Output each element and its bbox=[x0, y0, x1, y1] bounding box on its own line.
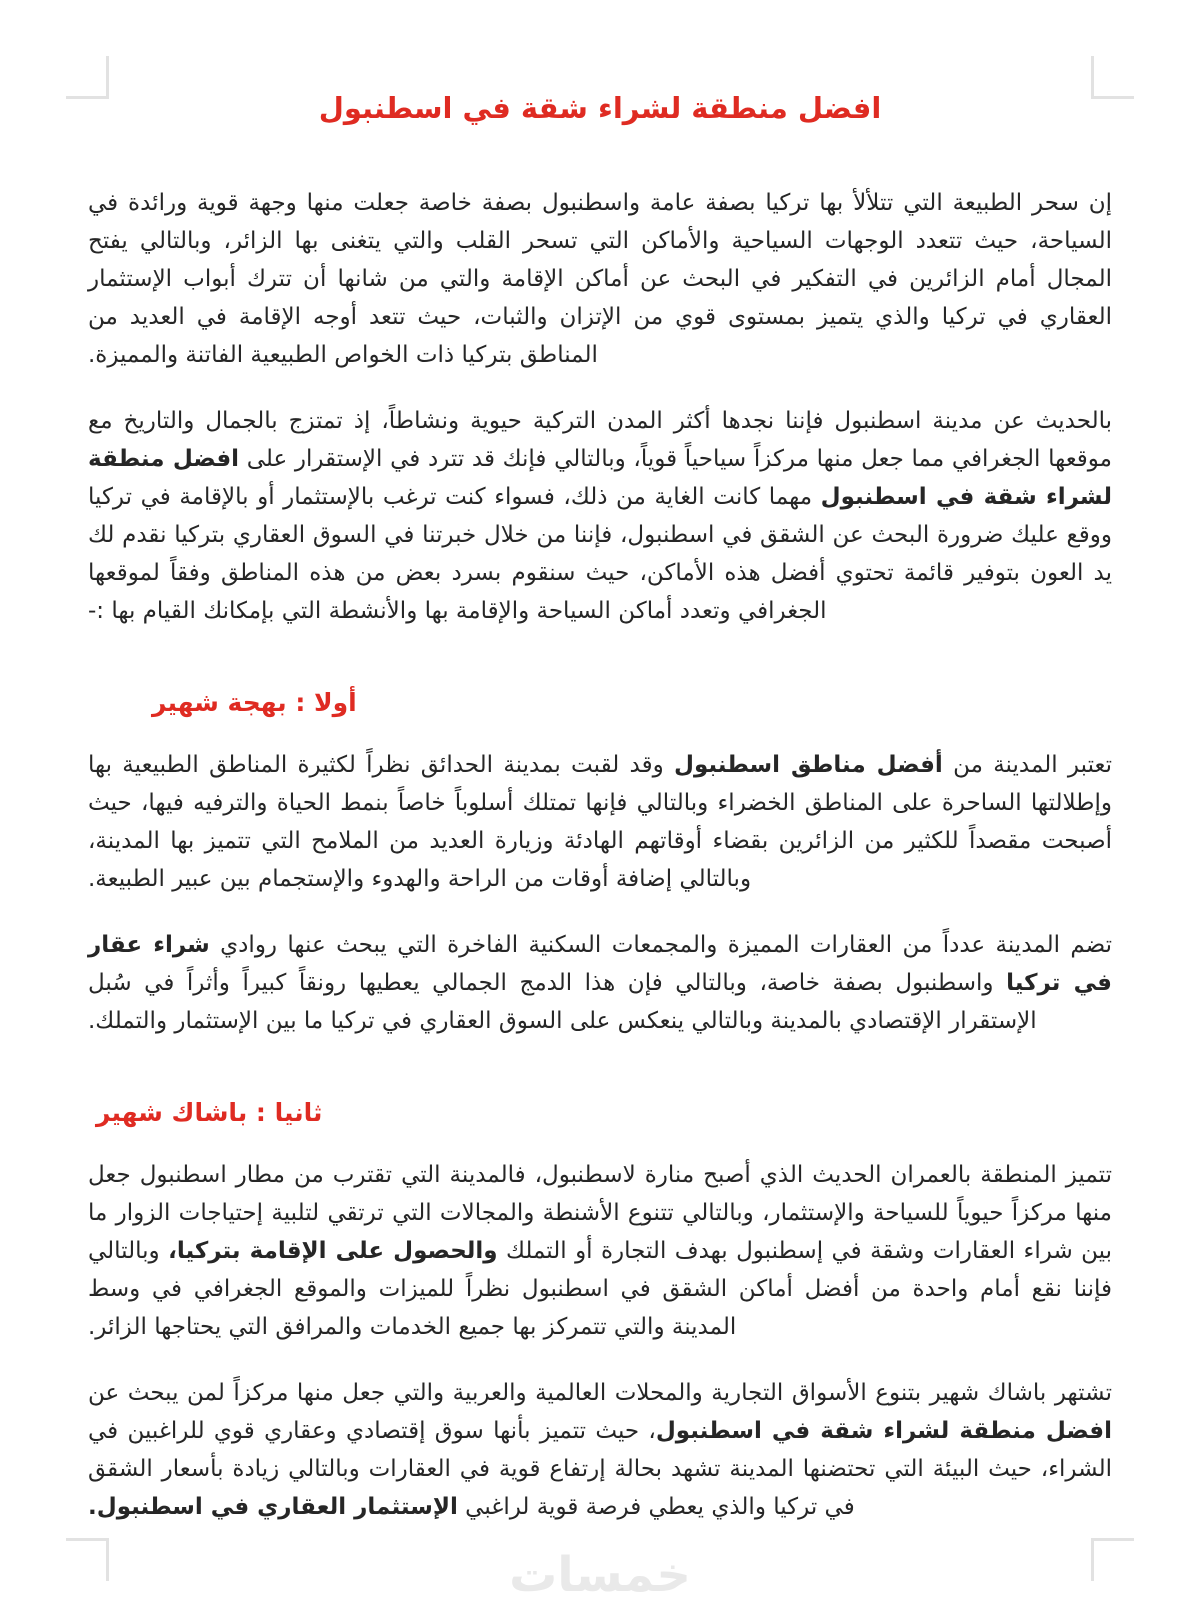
khamsat-watermark: خمسات bbox=[509, 1547, 691, 1603]
crop-mark-top-left bbox=[66, 56, 109, 99]
bahcesehir-paragraph-1: تعتبر المدينة من أفضل مناطق اسطنبول وقد لقبت بمدينة الحدائق نظراً لكثيرة المناطق الطبيعية بها وإطلالتها الساحرة على المناطق الخضراء وبالتالي فإنها تمتلك أسلوباً خاصاً بنمط الحياة والترفيه فيها، حيث أصبحت مقصداً للكثير من الزائرين بقضاء أوقاتهم الهادئة وزيارة العديد من الملامح التي تتميز بها المدينة، وبالتالي إضافة أوقات من الراحة والهدوء والإستجمام بين عبير الطبيعة. bbox=[88, 752, 1113, 892]
intro-paragraph-1: إن سحر الطبيعة التي تتلألأ بها تركيا بصفة عامة واسطنبول بصفة خاصة جعلت منها وجهة قوية ورائدة في السياحة، حيث تتعدد الوجهات السياحية والأماكن التي تسحر القلب والتي يتغنى بها الزائر، وبالتالي يفتح المجال أمام الزائرين في التفكير في البحث عن أماكن الإقامة والتي من شانها أن تترك أبواب الإستثمار العقاري في تركيا والذي يتميز بمستوى قوي من الإتزان والثبات، حيث تتعد أوجه الإقامة في العديد من المناطق بتركيا ذات الخواص الطبيعية الفاتنة والمميزة. bbox=[88, 190, 1112, 368]
crop-mark-top-right bbox=[1091, 56, 1134, 99]
basaksehir-paragraph-2: تشتهر باشاك شهير بتنوع الأسواق التجارية والمحلات العالمية والعربية والتي جعل منها مركزاً لمن يبحث عن افضل منطقة لشراء شقة في اسطنبول، حيث تتميز بأنها سوق إقتصادي وعقاري قوي للراغبين في الشراء، حيث البيئة التي تحتضنها المدينة تشهد بحالة إرتفاع قوية في العقارات وبالتالي زيادة بأسعار الشقق في تركيا والذي يعطي فرصة قوية لراغبي الإستثمار العقاري في اسطنبول. bbox=[88, 1380, 1112, 1520]
intro-paragraph-2: بالحديث عن مدينة اسطنبول فإننا نجدها أكثر المدن التركية حيوية ونشاطاً، إذ تمتزج بالجمال والتاريخ مع موقعها الجغرافي مما جعل منها مركزاً سياحياً قوياً، وبالتالي فإنك قد تترد في الإستقرار على افضل منطقة لشراء شقة في اسطنبول مهما كانت الغاية من ذلك، فسواء كنت ترغب بالإستثمار أو بالإقامة في تركيا ووقع عليك ضرورة البحث عن الشقق في اسطنبول، فإننا من خلال خبرتنا في السوق العقاري بتركيا نقدم لك يد العون بتوفير قائمة تحتوي أفضل هذه الأماكن، حيث سنقوم بسرد بعض من هذه المناطق وفقاً لموقعها الجغرافي وتعدد أماكن السياحة والإقامة بها والأنشطة التي بإمكانك القيام بها :- bbox=[88, 408, 1112, 624]
bahcesehir-paragraph-2: تضم المدينة عدداً من العقارات المميزة والمجمعات السكنية الفاخرة التي يبحث عنها روادي شراء عقار في تركيا واسطنبول بصفة خاصة، وبالتالي فإن هذا الدمج الجمالي يعطيها رونقاً كبيراً وأثراً في سُبل الإستقرار الإقتصادي بالمدينة وبالتالي ينعكس على السوق العقاري في تركيا ما بين الإستثمار والتملك. bbox=[88, 932, 1112, 1034]
basaksehir-paragraph-1: تتميز المنطقة بالعمران الحديث الذي أصبح منارة لاسطنبول، فالمدينة التي تقترب من مطار اسطنبول جعل منها مركزاً حيوياً للسياحة والإستثمار، وبالتالي تتنوع الأشنطة والمجالات التي ترتقي لتلبية إحتياجات الزوار ما بين شراء العقارات وشقة في إسطنبول بهدف التجارة أو التملك والحصول على الإقامة بتركيا، وبالتالي فإننا نقع أمام واحدة من أفضل أماكن الشقق في اسطنبول نظراً للميزات والموقع الجغرافي في وسط المدينة والتي تتمركز بها جميع الخدمات والمرافق التي يحتاجها الزائر. bbox=[88, 1162, 1112, 1340]
page-title: افضل منطقة لشراء شقة في اسطنبول bbox=[318, 91, 882, 125]
section-heading-bahcesehir: أولا : بهجة شهير bbox=[152, 688, 357, 717]
section-heading-basaksehir: ثانيا : باشاك شهير bbox=[96, 1098, 323, 1127]
